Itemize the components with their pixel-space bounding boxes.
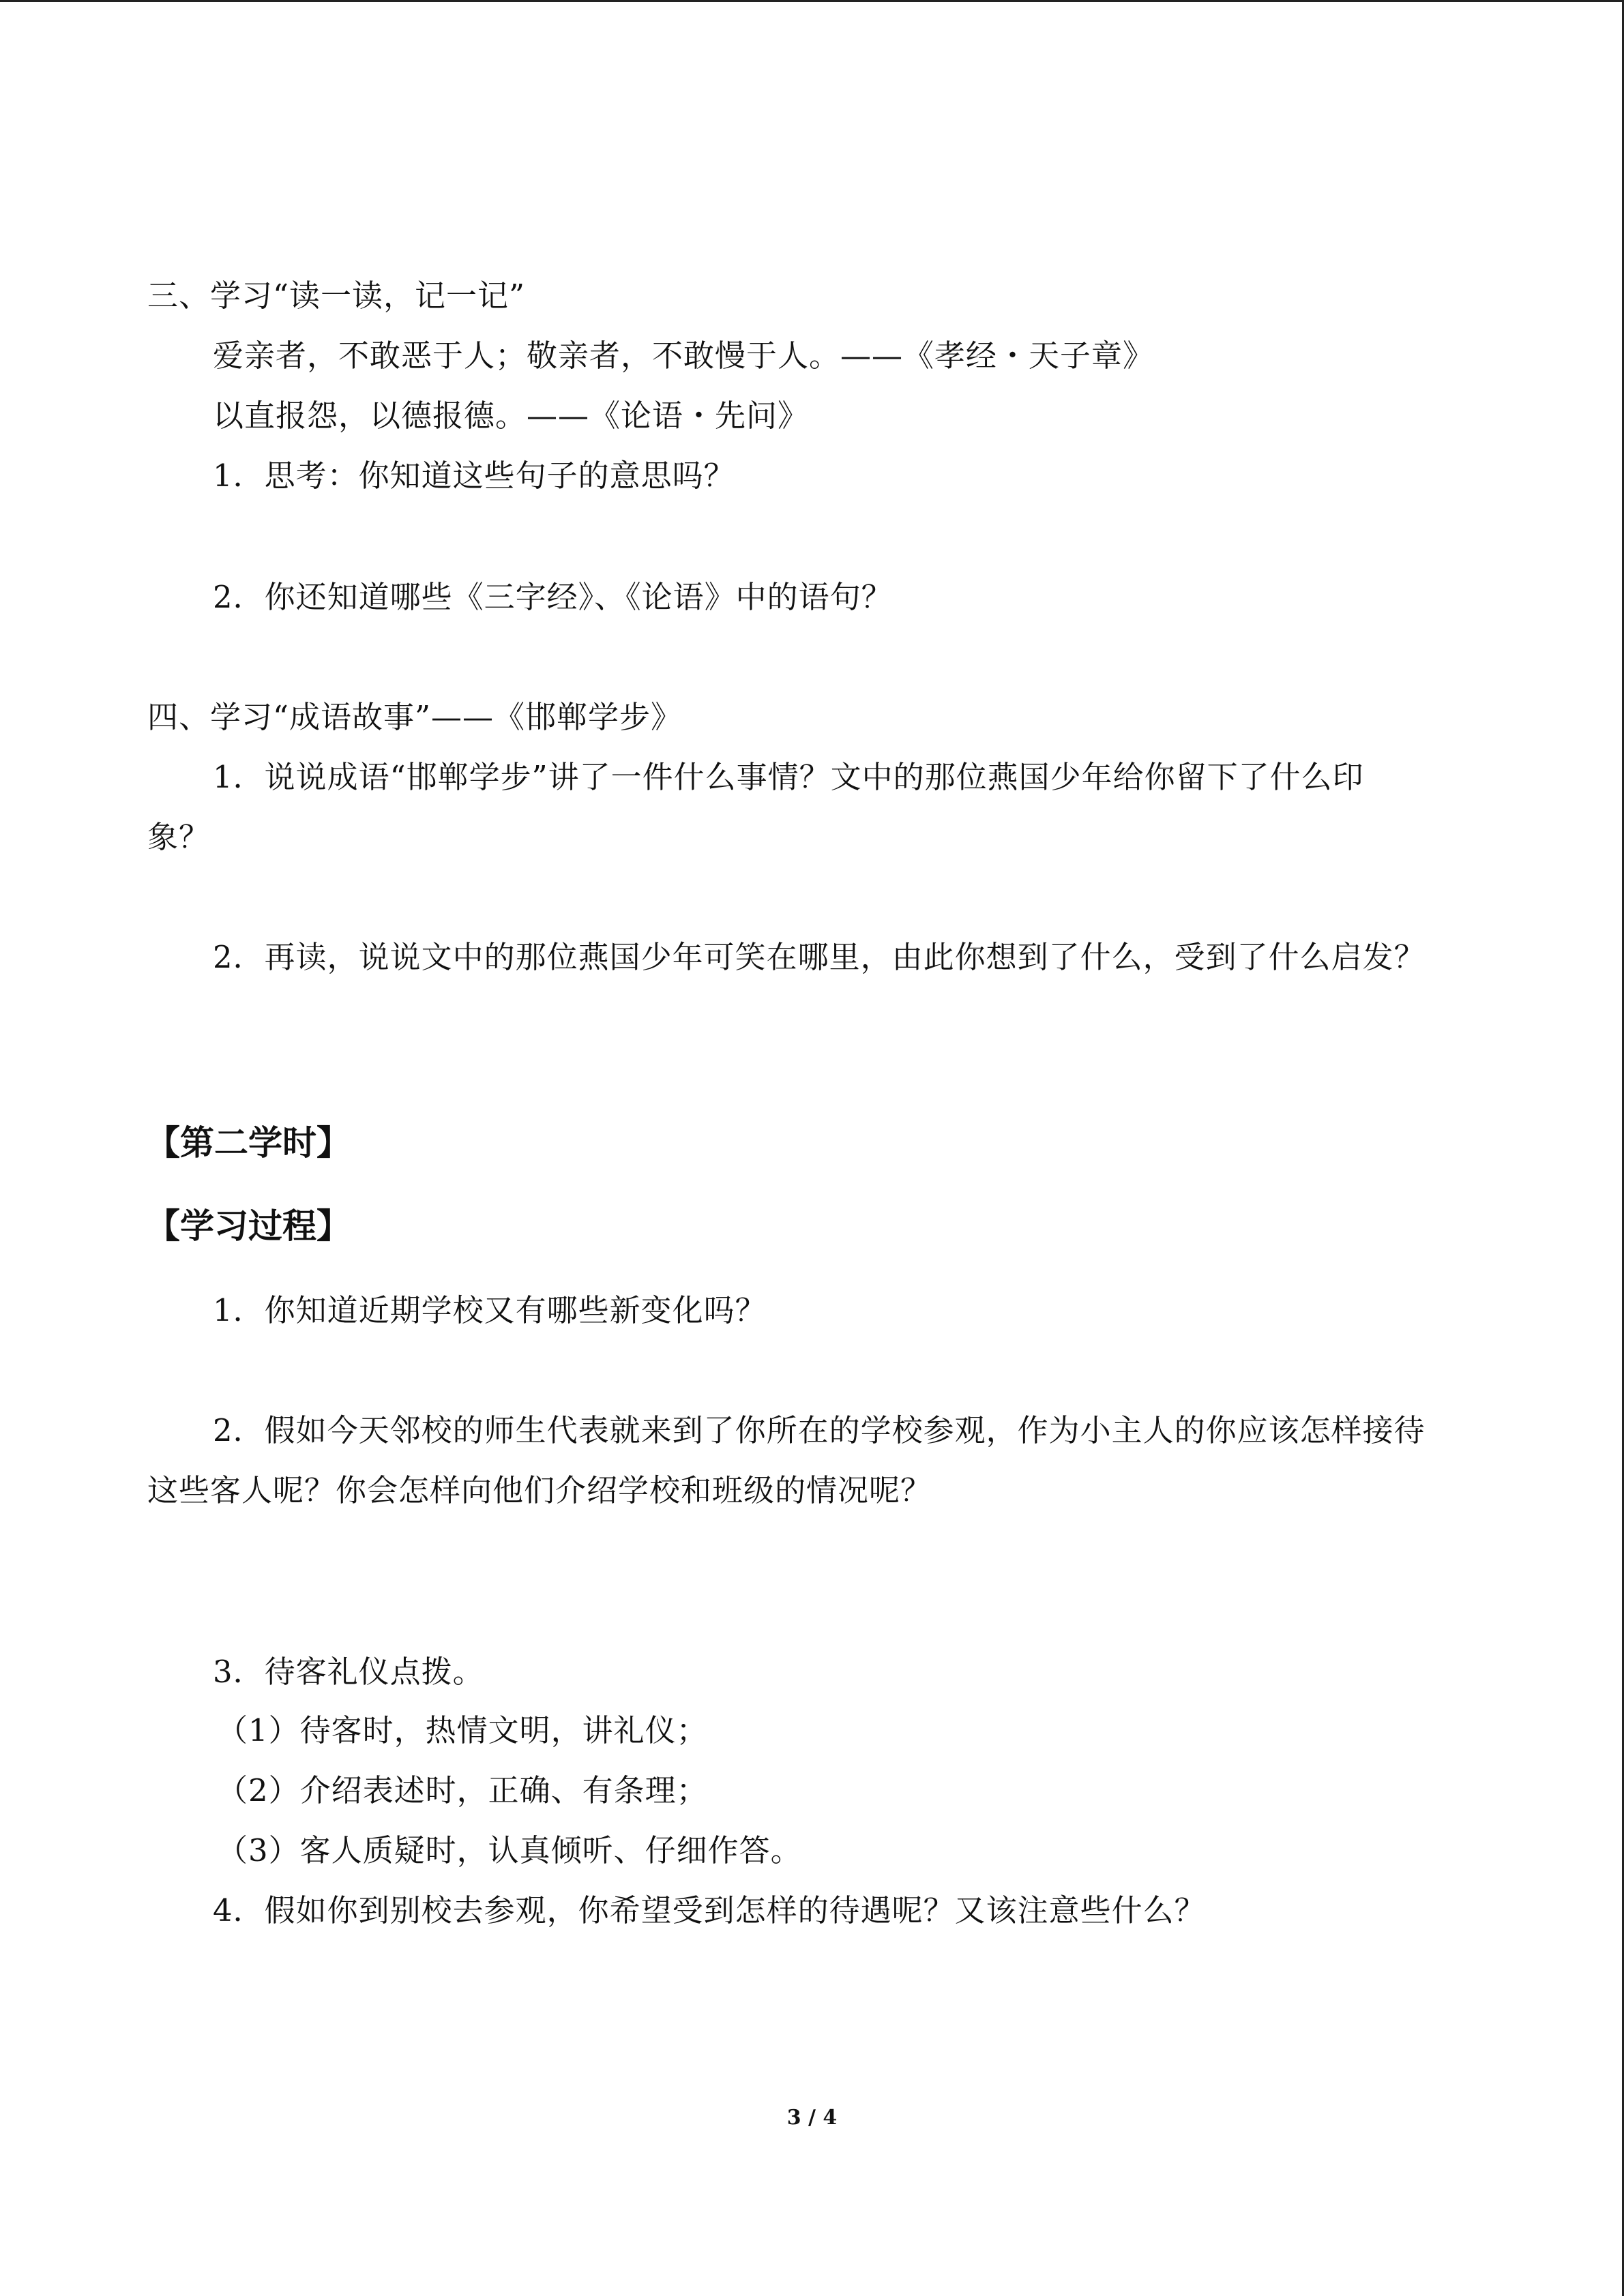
- section-4-question-1-line-2: 象？: [147, 819, 211, 855]
- heading-second-period: 【第二学时】: [146, 1123, 351, 1163]
- etiquette-point-1: （1）待客时，热情文明，讲礼仪；: [217, 1712, 708, 1748]
- page-number: 3 / 4: [786, 2106, 838, 2130]
- heading-learning-process: 【学习过程】: [146, 1206, 351, 1246]
- section-3-title: 三、学习“读一读，记一记”: [147, 278, 526, 314]
- section-3-question-2: 2．你还知道哪些《三字经》、《论语》中的语句？: [213, 579, 893, 615]
- process-question-4: 4．假如你到别校去参观，你希望受到怎样的待遇呢？又该注意些什么？: [213, 1892, 1206, 1928]
- section-4-title: 四、学习“成语故事”——《邯郸学步》: [147, 699, 683, 735]
- etiquette-point-3: （3）客人质疑时，认真倾听、仔细作答。: [217, 1832, 802, 1868]
- process-question-2-line-2: 这些客人呢？你会怎样向他们介绍学校和班级的情况呢？: [147, 1472, 932, 1508]
- process-question-1: 1．你知道近期学校又有哪些新变化吗？: [213, 1292, 767, 1328]
- quote-lunyu: 以直报怨，以德报德。——《论语・先问》: [213, 398, 810, 434]
- section-4-question-2: 2．再读，说说文中的那位燕国少年可笑在哪里，由此你想到了什么，受到了什么启发？: [213, 939, 1426, 975]
- process-question-3: 3．待客礼仪点拨。: [213, 1654, 484, 1690]
- section-4-question-1-line-1: 1．说说成语“邯郸学步”讲了一件什么事情？文中的那位燕国少年给你留下了什么印: [213, 759, 1364, 795]
- etiquette-point-2: （2）介绍表述时，正确、有条理；: [217, 1772, 708, 1808]
- process-question-2-line-1: 2．假如今天邻校的师生代表就来到了你所在的学校参观，作为小主人的你应该怎样接待: [213, 1412, 1426, 1448]
- section-3-question-1: 1．思考：你知道这些句子的意思吗？: [213, 458, 735, 494]
- quote-xiaojing: 爱亲者，不敢恶于人；敬亲者，不敢慢于人。——《孝经・天子章》: [213, 338, 1155, 374]
